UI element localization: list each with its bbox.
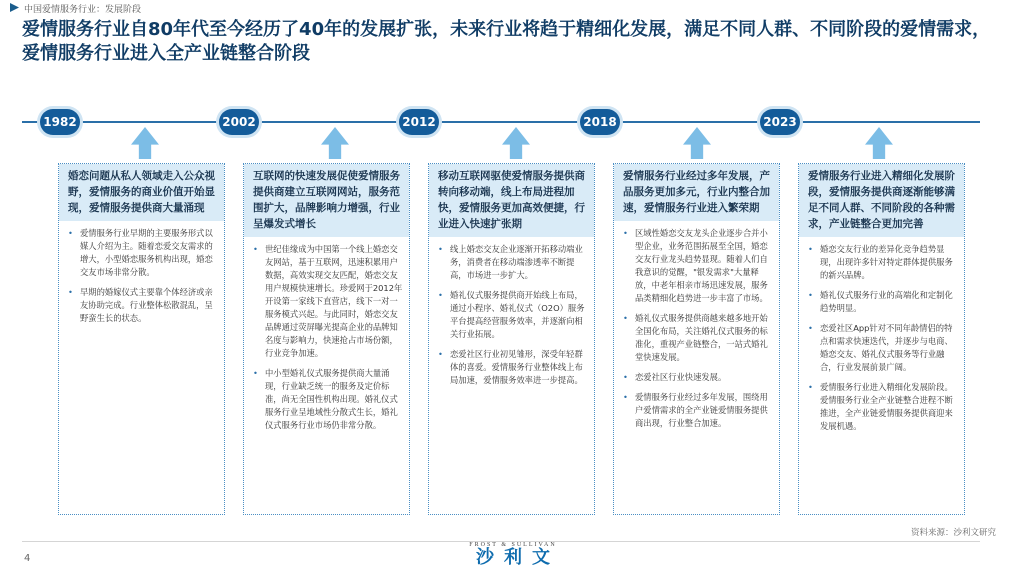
list-item: • 婚礼仪式服务行业的高端化和定制化趋势明显。 [808,290,953,313]
bullet-icon: • [253,368,258,378]
card-heading: 移动互联网驱使爱情服务提供商转向移动端，线上布局进程加快，爱情服务更加高效便捷，行业进入快速扩张期 [429,164,594,237]
stage-card-2012 [428,163,595,515]
arrow-up-icon [502,127,530,159]
card-points [799,237,964,433]
arrow-up-icon [683,127,711,159]
list-item: • 世纪佳缘成为中国第一个线上婚恋交友网站，基于互联网，迅速积累用户数据，高效实现交友匹配，婚恋交友用户规模快速增长。珍爱网于2012年开设第一家线下直营店，线下一对一服务模式兴起。与此同时，婚恋交友品牌通过荧屏曝光提高企业的品牌知名度与影响力，快速抢占市场份额，行业竞争加速。 [253,244,403,358]
year-node-1982: 1982 [40,109,80,135]
year-node-2012: 2012 [399,109,439,135]
bullet-icon: • [438,290,443,300]
list-item: • 爱情服务行业进入精细化发展阶段。爱情服务行业全产业链整合进程不断推进，全产业链爱情服务提供商迎来发展机遇。 [808,382,953,431]
list-item: • 婚礼仪式服务提供商开始线上布局，通过小程序、婚礼仪式（O2O）服务平台提高经营服务效率，并逐渐向相关行业拓展。 [438,290,585,339]
stage-card-2018 [613,163,780,515]
page-number: 4 [24,553,31,564]
bullet-icon: • [438,244,443,254]
brand-name: 沙利文 [476,547,560,568]
bullet-icon: • [808,290,813,300]
year-node-2018: 2018 [580,109,620,135]
bullet-icon: • [623,313,628,323]
card-points [244,237,409,432]
list-item: • 早期的婚嫁仪式主要靠个体经济或亲友协助完成。行业整体松散混乱，呈野蛮生长的状态。 [68,287,213,323]
list-item: • 区域性婚恋交友龙头企业逐步合并小型企业，业务范围拓展至全国，婚恋交友行业龙头趋势显现。随着人们自我意识的觉醒，"银发需求"大量释放，中老年相亲市场迅速发展，服务品类精细化趋势进一步丰富了市场。 [623,228,768,303]
bullet-icon: • [623,392,628,402]
source-note: 资料来源：沙利文研究 [910,528,996,538]
arrow-up-icon [865,127,893,159]
card-heading: 爱情服务行业经过多年发展，产品服务更加多元，行业内整合加速，爱情服务行业进入繁荣期 [614,164,779,221]
header-tag-icon [10,3,19,12]
card-heading: 婚恋问题从私人领域走入公众视野，爱情服务的商业价值开始显现，爱情服务提供商大量涌现 [59,164,224,221]
timeline-line [22,121,980,123]
arrow-up-icon [321,127,349,159]
bullet-icon: • [623,372,628,382]
list-item: • 恋爱社区行业快速发展。 [623,372,727,382]
brand-subtitle: FROST & SULLIVAN [469,542,557,548]
list-item: • 婚恋交友行业的差异化竞争趋势显现，出现许多针对特定群体提供服务的新兴品牌。 [808,244,953,280]
page-title: 爱情服务行业自80年代至今经历了40年的发展扩张，未来行业将趋于精细化发展，满足不同人群、不同阶段的爱情需求，爱情服务行业进入全产业链整合阶段 [22,19,991,64]
stage-card-2002 [243,163,410,515]
card-heading: 互联网的快速发展促使爱情服务提供商建立互联网网站，服务范围扩大，品牌影响力增强，行业呈爆发式增长 [244,164,409,237]
bullet-icon: • [68,287,73,297]
stage-card-1982 [58,163,225,515]
stage-card-2023 [798,163,965,515]
card-points [429,237,594,387]
breadcrumb: 中国爱情服务行业：发展阶段 [24,5,142,15]
bullet-icon: • [808,323,813,333]
year-node-2002: 2002 [219,109,259,135]
arrow-up-icon [131,127,159,159]
list-item: • 恋爱社区行业初见雏形，深受年轻群体的喜爱。爱情服务行业整体线上布局加速，爱情服务效率进一步提高。 [438,349,583,385]
list-item: • 线上婚恋交友企业逐渐开拓移动端业务，消费者在移动端渗透率不断提高，市场进一步扩大。 [438,244,583,280]
bullet-icon: • [253,244,258,254]
bullet-icon: • [68,228,73,238]
list-item: • 爱情服务行业经过多年发展，围绕用户爱情需求的全产业链爱情服务提供商出现，行业整合加速。 [623,392,768,428]
card-points [59,221,224,325]
bullet-icon: • [808,244,813,254]
list-item: • 婚礼仪式服务提供商越来越多地开始全国化布局，关注婚礼仪式服务的标准化，重视产业链整合，一站式婚礼堂快速发展。 [623,313,768,362]
bullet-icon: • [623,228,628,238]
bullet-icon: • [438,349,443,359]
list-item: • 恋爱社区App针对不同年龄情侣的特点和需求快速迭代，并逐步与电商、婚恋交友、婚礼仪式服务等行业融合，行业发展前景广阔。 [808,323,953,372]
bullet-icon: • [808,382,813,392]
card-points [614,221,779,430]
list-item: • 爱情服务行业早期的主要服务形式以媒人介绍为主。随着恋爱交友需求的增大，小型婚恋服务机构出现，婚恋交友市场非常分散。 [68,228,213,277]
card-heading: 爱情服务行业进入精细化发展阶段，爱情服务提供商逐渐能够满足不同人群、不同阶段的各种需求，产业链整合更加完善 [799,164,964,237]
brand-logo [458,542,568,574]
list-item: • 中小型婚礼仪式服务提供商大量涌现，行业缺乏统一的服务及定价标准，尚无全国性机构出现。婚礼仪式服务行业呈地域性分散式生长，婚礼仪式服务行业市场仍非常分散。 [253,368,398,430]
year-node-2023: 2023 [760,109,800,135]
